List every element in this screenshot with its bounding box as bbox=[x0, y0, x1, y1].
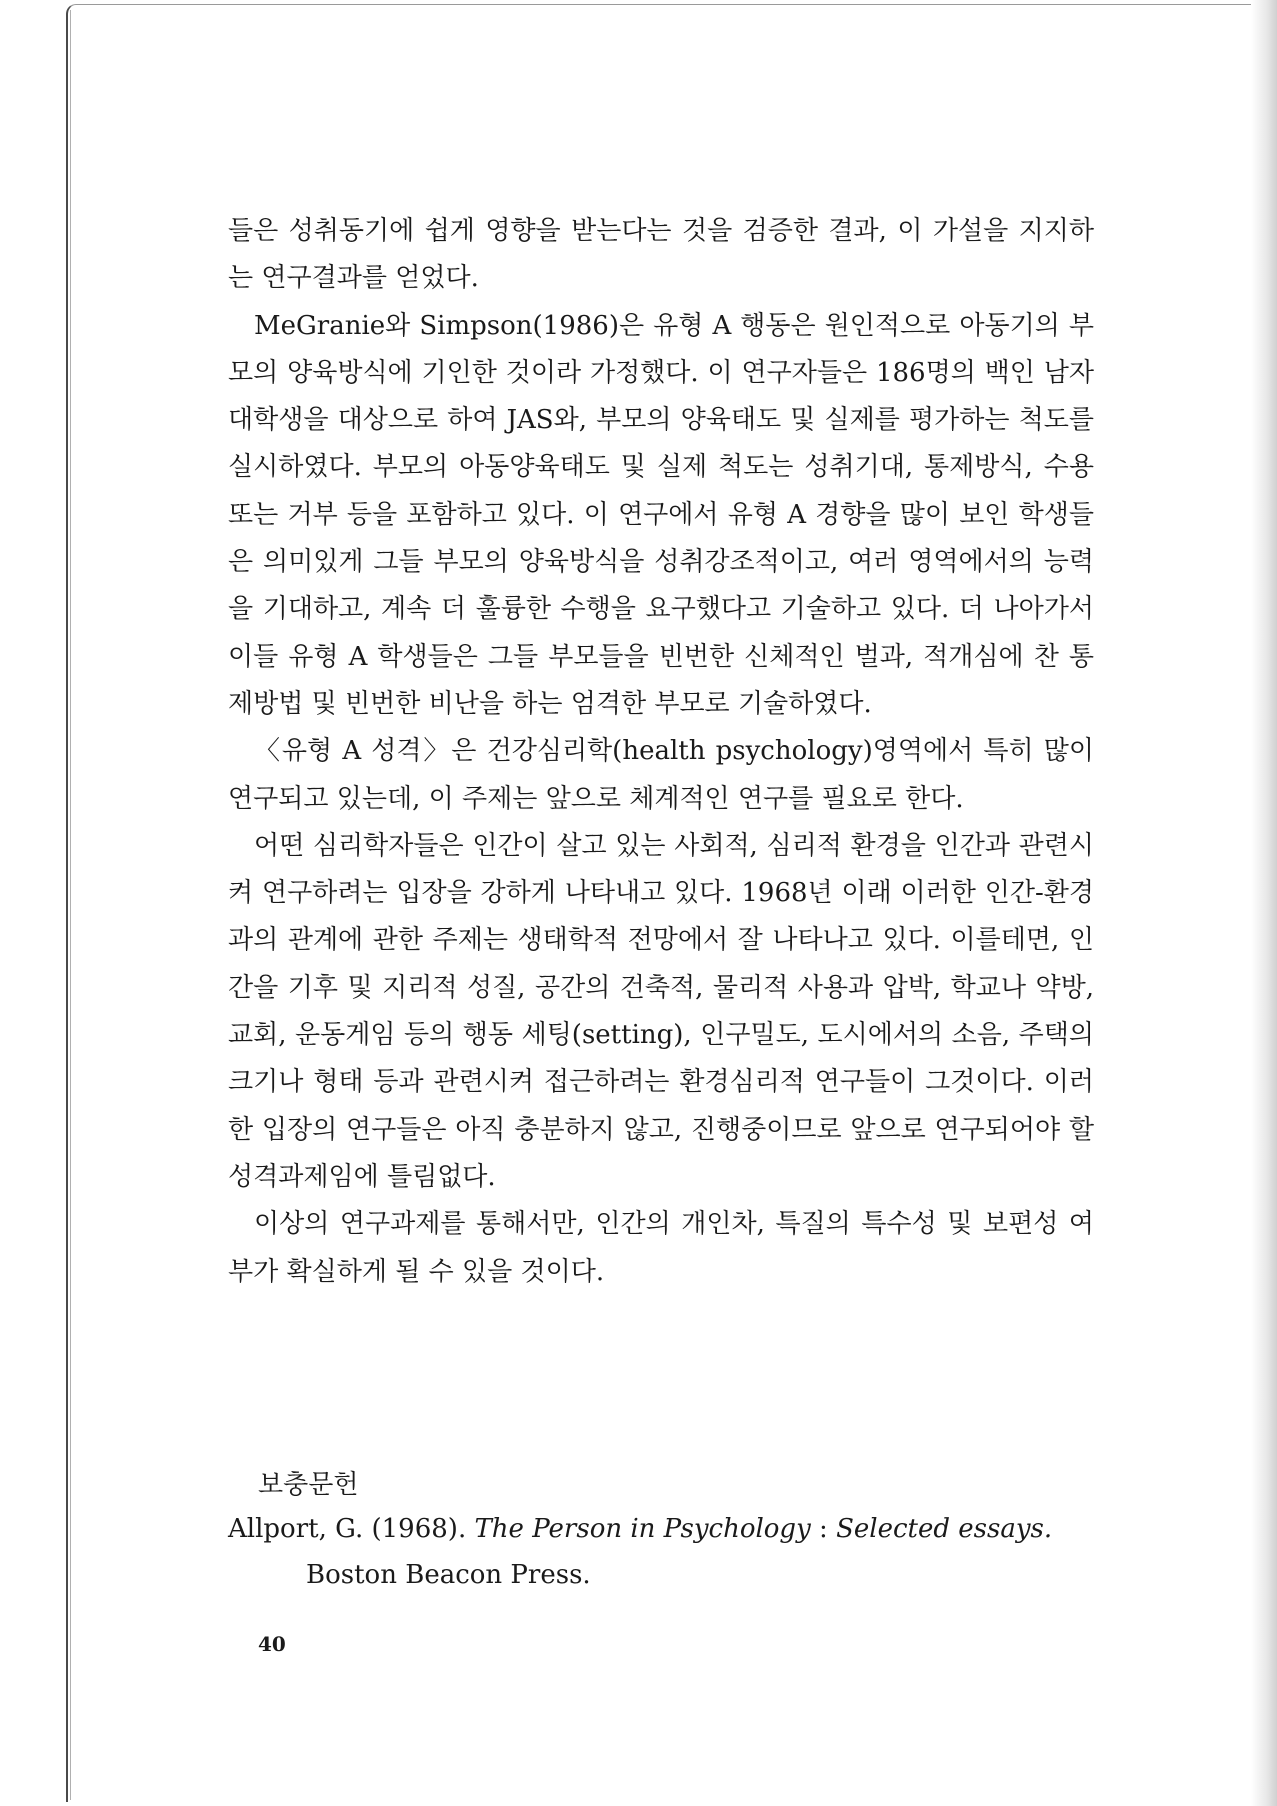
paragraph-4: 어떤 심리학자들은 인간이 살고 있는 사회적, 심리적 환경을 인간과 관련시켜 연구하려는 입장을 강하게 나타내고 있다. 1968년 이래 이러한 인간-환경과의 관계에 관한 주제는 생태학적 전망에서 잘 나타나고 있다. 이를테면, 인간을 기후 및 지리적 성질, 공간의 건축적, 물리적 사용과 압박, 학교나 약방, 교회, 운동게임 등의 행동 세팅(setting), 인구밀도, 도시에서의 소음, 주택의 크기나 형태 등과 관련시켜 접근하려는 환경심리적 연구들이 그것이다. 이러한 입장의 연구들은 아직 충분하지 않고, 진행중이므로 앞으로 연구되어야 할 성격과제임에 틀림없다. bbox=[228, 830, 1094, 1192]
references-heading: 보충문헌 bbox=[258, 1470, 359, 1500]
reference-title: The Person in Psychology bbox=[474, 1514, 811, 1544]
reference-item bbox=[228, 1506, 1094, 1598]
reference-publisher: Boston Beacon Press. bbox=[306, 1560, 591, 1590]
paragraph-2: MeGranie와 Simpson(1986)은 유형 A 행동은 원인적으로 아동기의 부모의 양육방식에 기인한 것이라 가정했다. 이 연구자들은 186명의 백인 남자 대학생을 대상으로 하여 JAS와, 부모의 양육태도 및 실제를 평가하는 척도를 실시하였다. 부모의 아동양육태도 및 실제 척도는 성취기대, 통제방식, 수용 또는 거부 등을 포함하고 있다. 이 연구에서 유형 A 경향을 많이 보인 학생들은 의미있게 그들 부모의 양육방식을 성취강조적이고, 여러 영역에서의 능력을 기대하고, 계속 더 훌륭한 수행을 요구했다고 기술하고 있다. 더 나아가서 이들 유형 A 학생들은 그들 부모들을 빈번한 신체적인 벌과, 적개심에 찬 통제방법 및 빈번한 비난을 하는 엄격한 부모로 기술하였다. bbox=[228, 310, 1094, 719]
reference-author: Allport, G. (1968). bbox=[228, 1514, 475, 1544]
page-edge-left bbox=[70, 10, 77, 1800]
reference-subtitle: Selected essays. bbox=[836, 1514, 1053, 1544]
body-text bbox=[228, 208, 1094, 1296]
reference-separator: : bbox=[810, 1514, 837, 1544]
paragraph-5: 이상의 연구과제를 통해서만, 인간의 개인차, 특질의 특수성 및 보편성 여부가 확실하게 될 수 있을 것이다. bbox=[228, 1209, 1094, 1287]
paragraph-3: 〈유형 A 성격〉은 건강심리학(health psychology)영역에서 특히 많이 연구되고 있는데, 이 주제는 앞으로 체계적인 연구를 필요로 한다. bbox=[228, 736, 1094, 814]
paragraph-1: 들은 성취동기에 쉽게 영향을 받는다는 것을 검증한 결과, 이 가설을 지지하는 연구결과를 얻었다. bbox=[228, 216, 1094, 294]
page-number: 40 bbox=[258, 1632, 286, 1656]
page-edge-right bbox=[1251, 0, 1277, 1806]
